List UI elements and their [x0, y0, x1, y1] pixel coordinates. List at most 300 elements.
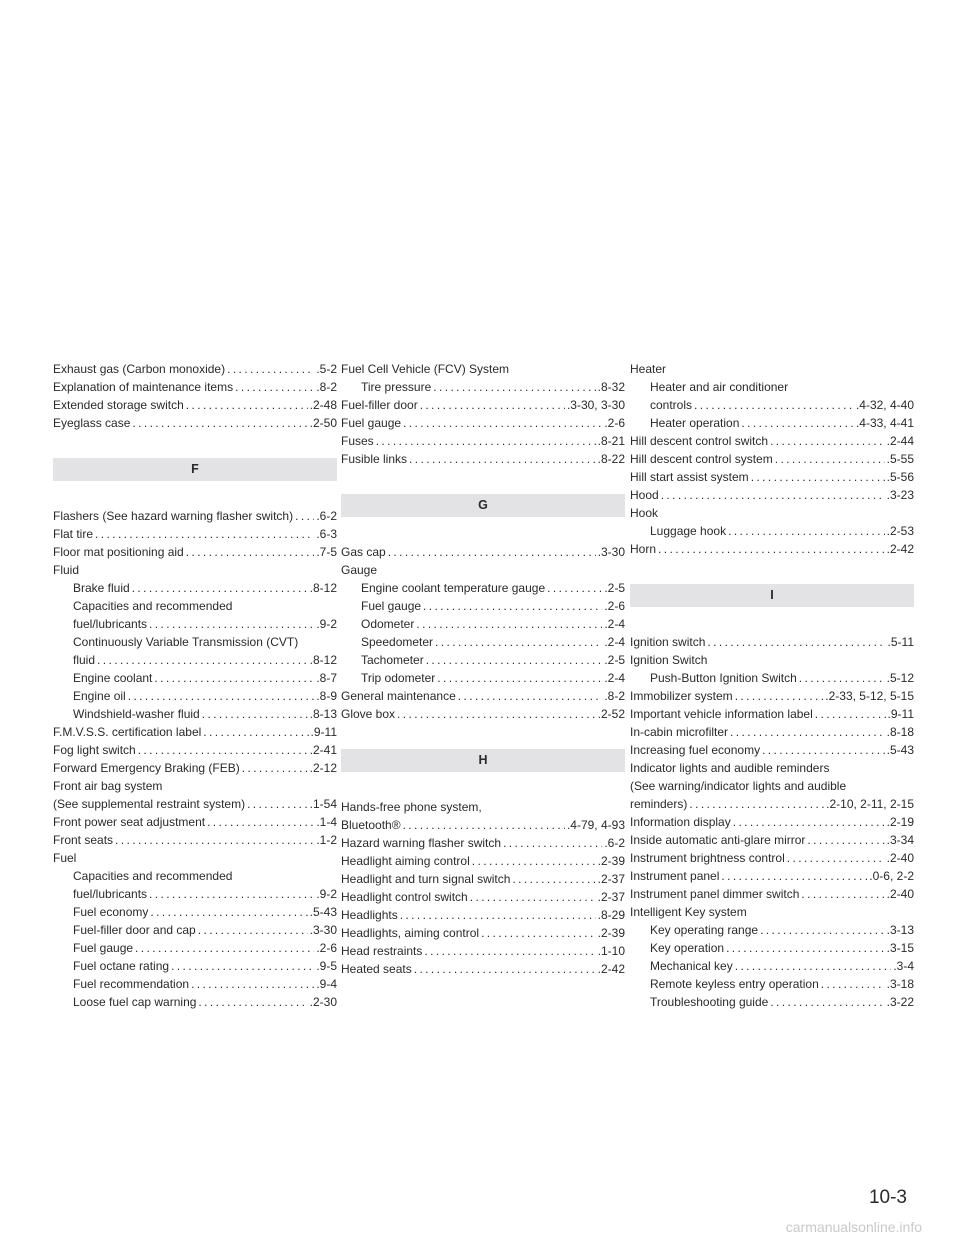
- index-subentry: [53, 615, 337, 633]
- dot-leader: [376, 432, 596, 450]
- dot-leader: [512, 870, 595, 888]
- entry-label: Information display: [630, 815, 731, 829]
- dot-leader: [799, 669, 885, 687]
- entry-page-ref: .8-29: [597, 908, 625, 922]
- index-entry: [341, 414, 625, 432]
- index-entry: [341, 432, 625, 450]
- index-entry: [53, 396, 337, 414]
- entry-page-ref: .3-22: [886, 995, 914, 1009]
- dot-leader: [150, 903, 307, 921]
- entry-page-ref: .3-30: [309, 923, 337, 937]
- dot-leader: [770, 432, 885, 450]
- entry-page-ref: .0-6, 2-2: [869, 869, 914, 883]
- index-entry: [53, 795, 337, 813]
- index-subentry: [53, 579, 337, 597]
- dot-leader: [423, 597, 602, 615]
- entry-page-ref: .5-2: [316, 362, 337, 376]
- index-entry: [341, 396, 625, 414]
- index-entry: [53, 741, 337, 759]
- dot-leader: [198, 993, 307, 1011]
- entry-page-ref: .2-5: [604, 653, 625, 667]
- entry-page-ref: .2-48: [309, 398, 337, 412]
- entry-page-ref: .8-12: [309, 581, 337, 595]
- entry-page-ref: .9-5: [316, 959, 337, 973]
- entry-label: Luggage hook: [650, 524, 727, 538]
- entry-page-ref: .9-11: [887, 707, 914, 721]
- dot-leader: [191, 975, 314, 993]
- dot-leader: [138, 741, 308, 759]
- entry-label: Ignition switch: [630, 635, 706, 649]
- index-entry: [53, 723, 337, 741]
- entry-label: (See supplemental restraint system): [53, 797, 246, 811]
- dot-leader: [728, 522, 885, 540]
- entry-label: fuel/lubricants: [73, 887, 148, 901]
- section-letter-h: H: [341, 749, 625, 772]
- entry-label: In-cabin microfilter: [630, 725, 729, 739]
- index-entry: [341, 705, 625, 723]
- section-letter-i: I: [630, 584, 914, 607]
- entry-page-ref: .1-2: [316, 833, 337, 847]
- index-subentry: [341, 378, 625, 396]
- entry-page-ref: .2-19: [886, 815, 914, 829]
- index-subentry: [53, 921, 337, 939]
- dot-leader: [821, 975, 885, 993]
- entry-label: Fuses: [341, 434, 374, 448]
- entry-label: Fog light switch: [53, 743, 136, 757]
- index-subentry: [630, 957, 914, 975]
- entry-label: Engine oil: [73, 689, 126, 703]
- index-entry: [630, 813, 914, 831]
- dot-leader: [115, 831, 314, 849]
- dot-leader: [416, 615, 602, 633]
- index-entry: [630, 540, 914, 558]
- entry-label: Hill start assist system: [630, 470, 749, 484]
- entry-page-ref: .2-10, 2-11, 2-15: [826, 797, 914, 811]
- entry-label: Instrument brightness control: [630, 851, 785, 865]
- dot-leader: [235, 378, 314, 396]
- dot-leader: [735, 687, 824, 705]
- dot-leader: [658, 540, 885, 558]
- index-heading: Ignition Switch: [630, 653, 708, 667]
- index-entry: [53, 813, 337, 831]
- section-letter-f: F: [53, 458, 337, 481]
- index-subentry: [341, 597, 625, 615]
- entry-label: Key operating range: [650, 923, 759, 937]
- index-entry: [630, 885, 914, 903]
- entry-label: Immobilizer system: [630, 689, 733, 703]
- entry-label: Headlight control switch: [341, 890, 468, 904]
- entry-page-ref: .2-40: [886, 851, 914, 865]
- dot-leader: [186, 543, 315, 561]
- entry-page-ref: .9-2: [316, 887, 337, 901]
- index-subheading: Capacities and recommended: [73, 599, 233, 613]
- index-entry: [53, 831, 337, 849]
- index-subentry: [630, 921, 914, 939]
- dot-leader: [295, 507, 314, 525]
- index-heading: Heater: [630, 362, 667, 376]
- dot-leader: [203, 723, 308, 741]
- section-letter-g: G: [341, 494, 625, 517]
- entry-page-ref: .2-5: [604, 581, 625, 595]
- entry-label: Push-Button Ignition Switch: [650, 671, 797, 685]
- index-subentry: [630, 396, 914, 414]
- dot-leader: [735, 957, 892, 975]
- entry-page-ref: .8-18: [886, 725, 914, 739]
- dot-leader: [694, 396, 854, 414]
- entry-label: Hazard warning flasher switch: [341, 836, 502, 850]
- entry-label: Floor mat positioning aid: [53, 545, 184, 559]
- index-heading: Hands-free phone system,: [341, 800, 482, 814]
- dot-leader: [435, 633, 602, 651]
- index-entry: [630, 486, 914, 504]
- dot-leader: [400, 906, 596, 924]
- index-subentry: [53, 903, 337, 921]
- entry-page-ref: .1-10: [597, 944, 625, 958]
- dot-leader: [409, 450, 596, 468]
- index-entry: [53, 360, 337, 378]
- entry-page-ref: .2-30: [309, 995, 337, 1009]
- index-entry: [341, 924, 625, 942]
- entry-page-ref: .3-18: [886, 977, 914, 991]
- entry-label: Fusible links: [341, 452, 408, 466]
- page-number: 10-3: [868, 1187, 907, 1208]
- index-subentry: [630, 939, 914, 957]
- dot-leader: [403, 414, 602, 432]
- dot-leader: [472, 852, 596, 870]
- dot-leader: [815, 705, 886, 723]
- entry-label: Windshield-washer fluid: [73, 707, 200, 721]
- entry-label: Exhaust gas (Carbon monoxide): [53, 362, 226, 376]
- index-entry: [630, 432, 914, 450]
- entry-page-ref: .2-53: [886, 524, 914, 538]
- dot-leader: [171, 957, 314, 975]
- entry-page-ref: .2-42: [597, 962, 625, 976]
- entry-page-ref: .2-33, 5-12, 5-15: [825, 689, 914, 703]
- index-column-2: [341, 360, 625, 978]
- dot-leader: [726, 939, 885, 957]
- index-subheading: Capacities and recommended: [73, 869, 233, 883]
- index-entry: [341, 450, 625, 468]
- index-entry: [630, 741, 914, 759]
- entry-page-ref: .2-44: [886, 434, 914, 448]
- dot-leader: [770, 993, 884, 1011]
- watermark: carmanualsonline.info: [785, 1219, 922, 1235]
- entry-label: Engine coolant temperature gauge: [361, 581, 546, 595]
- index-subentry: [341, 651, 625, 669]
- dot-leader: [547, 579, 602, 597]
- entry-page-ref: .9-2: [316, 617, 337, 631]
- entry-page-ref: .5-56: [886, 470, 914, 484]
- index-subentry: [53, 975, 337, 993]
- index-entry: [630, 795, 914, 813]
- index-entry: [341, 687, 625, 705]
- entry-page-ref: .5-55: [886, 452, 914, 466]
- index-subentry: [630, 993, 914, 1011]
- dot-leader: [762, 741, 885, 759]
- entry-label: fuel/lubricants: [73, 617, 148, 631]
- entry-label: Gas cap: [341, 545, 386, 559]
- index-subentry: [630, 414, 914, 432]
- entry-page-ref: .8-32: [597, 380, 625, 394]
- index-subentry: [630, 522, 914, 540]
- dot-leader: [132, 579, 308, 597]
- dot-leader: [437, 669, 602, 687]
- entry-label: Tachometer: [361, 653, 424, 667]
- dot-leader: [202, 705, 308, 723]
- dot-leader: [707, 633, 885, 651]
- dot-leader: [733, 813, 885, 831]
- dot-leader: [661, 486, 885, 504]
- dot-leader: [775, 450, 885, 468]
- entry-label: Hill descent control switch: [630, 434, 769, 448]
- entry-page-ref: .5-12: [886, 671, 914, 685]
- index-subentry: [53, 669, 337, 687]
- entry-label: Heated seats: [341, 962, 412, 976]
- index-subentry: [341, 579, 625, 597]
- index-entry: [341, 942, 625, 960]
- dot-leader: [247, 795, 308, 813]
- index-subentry: [53, 687, 337, 705]
- entry-page-ref: .6-2: [316, 509, 337, 523]
- index-entry: [630, 705, 914, 723]
- entry-page-ref: .9-11: [310, 725, 337, 739]
- entry-page-ref: .6-3: [316, 527, 337, 541]
- entry-page-ref: .3-34: [886, 833, 914, 847]
- entry-page-ref: .5-43: [886, 743, 914, 757]
- index-subentry: [53, 651, 337, 669]
- entry-label: Speedometer: [361, 635, 434, 649]
- index-entry: [53, 759, 337, 777]
- index-subentry: [53, 939, 337, 957]
- entry-page-ref: .2-4: [604, 617, 625, 631]
- dot-leader: [458, 687, 603, 705]
- entry-page-ref: .1-4: [316, 815, 337, 829]
- dot-leader: [227, 360, 314, 378]
- index-entry: [630, 723, 914, 741]
- dot-leader: [186, 396, 308, 414]
- index-heading: Gauge: [341, 563, 378, 577]
- dot-leader: [198, 921, 308, 939]
- index-entry: [630, 450, 914, 468]
- index-entry: [341, 888, 625, 906]
- index-entry: [630, 468, 914, 486]
- entry-label: Instrument panel dimmer switch: [630, 887, 800, 901]
- entry-label: Fuel recommendation: [73, 977, 190, 991]
- dot-leader: [730, 723, 885, 741]
- entry-label: Eyeglass case: [53, 416, 131, 430]
- index-entry: [53, 543, 337, 561]
- dot-leader: [741, 414, 854, 432]
- index-heading: Front air bag system: [53, 779, 163, 793]
- entry-page-ref: .2-41: [309, 743, 337, 757]
- entry-label: controls: [650, 398, 693, 412]
- entry-page-ref: .2-50: [309, 416, 337, 430]
- index-entry: [341, 834, 625, 852]
- entry-label: reminders): [630, 797, 688, 811]
- index-heading: (See warning/indicator lights and audible: [630, 779, 847, 793]
- index-subentry: [53, 957, 337, 975]
- entry-page-ref: .2-37: [597, 872, 625, 886]
- entry-page-ref: .4-79, 4-93: [566, 818, 625, 832]
- entry-page-ref: .8-22: [597, 452, 625, 466]
- entry-label: Hill descent control system: [630, 452, 773, 466]
- entry-label: Forward Emergency Braking (FEB): [53, 761, 240, 775]
- entry-label: Headlight and turn signal switch: [341, 872, 511, 886]
- entry-page-ref: .3-30, 3-30: [566, 398, 625, 412]
- entry-label: Tire pressure: [361, 380, 432, 394]
- entry-page-ref: .8-12: [309, 653, 337, 667]
- index-entry: [53, 414, 337, 432]
- entry-label: Heater operation: [650, 416, 740, 430]
- index-subentry: [630, 669, 914, 687]
- entry-label: Key operation: [650, 941, 725, 955]
- entry-label: Fuel-filler door and cap: [73, 923, 196, 937]
- entry-page-ref: .8-13: [309, 707, 337, 721]
- entry-label: Fuel gauge: [341, 416, 402, 430]
- dot-leader: [689, 795, 824, 813]
- entry-label: General maintenance: [341, 689, 456, 703]
- entry-label: Inside automatic anti-glare mirror: [630, 833, 806, 847]
- dot-leader: [426, 651, 603, 669]
- dot-leader: [128, 687, 315, 705]
- entry-label: Troubleshooting guide: [650, 995, 769, 1009]
- index-subentry: [341, 669, 625, 687]
- entry-label: F.M.V.S.S. certification label: [53, 725, 202, 739]
- dot-leader: [388, 543, 596, 561]
- entry-page-ref: .2-40: [886, 887, 914, 901]
- entry-label: Bluetooth®: [341, 818, 401, 832]
- entry-label: Fuel octane rating: [73, 959, 170, 973]
- dot-leader: [801, 885, 884, 903]
- index-heading: Indicator lights and audible reminders: [630, 761, 830, 775]
- entry-page-ref: .3-13: [886, 923, 914, 937]
- entry-page-ref: .2-39: [597, 926, 625, 940]
- entry-label: Fuel economy: [73, 905, 149, 919]
- entry-page-ref: .3-15: [886, 941, 914, 955]
- dot-leader: [433, 378, 595, 396]
- entry-label: Headlights: [341, 908, 398, 922]
- dot-leader: [149, 885, 314, 903]
- entry-label: Increasing fuel economy: [630, 743, 761, 757]
- entry-label: Trip odometer: [361, 671, 436, 685]
- dot-leader: [135, 939, 314, 957]
- dot-leader: [751, 468, 885, 486]
- index-entry: [53, 525, 337, 543]
- entry-label: fluid: [73, 653, 96, 667]
- index-heading: Intelligent Key system: [630, 905, 747, 919]
- entry-label: Explanation of maintenance items: [53, 380, 234, 394]
- entry-page-ref: .2-12: [309, 761, 337, 775]
- dot-leader: [721, 867, 867, 885]
- dot-leader: [95, 525, 314, 543]
- index-column-3: [630, 360, 914, 1011]
- index-entry: [53, 507, 337, 525]
- index-subheading: Heater and air conditioner: [650, 380, 789, 394]
- index-subentry: [341, 633, 625, 651]
- entry-page-ref: .8-2: [604, 689, 625, 703]
- entry-label: Headlight aiming control: [341, 854, 470, 868]
- entry-label: Fuel-filler door: [341, 398, 418, 412]
- entry-page-ref: .2-6: [604, 416, 625, 430]
- entry-page-ref: .7-5: [316, 545, 337, 559]
- index-column-1: [53, 360, 337, 1011]
- entry-page-ref: .2-39: [597, 854, 625, 868]
- dot-leader: [397, 705, 596, 723]
- entry-label: Important vehicle information label: [630, 707, 813, 721]
- dot-leader: [503, 834, 602, 852]
- entry-label: Loose fuel cap warning: [73, 995, 197, 1009]
- entry-label: Fuel gauge: [361, 599, 422, 613]
- entry-page-ref: .3-23: [886, 488, 914, 502]
- entry-page-ref: .8-2: [316, 380, 337, 394]
- entry-page-ref: .4-32, 4-40: [855, 398, 914, 412]
- entry-page-ref: .5-11: [887, 635, 914, 649]
- entry-label: Fuel gauge: [73, 941, 134, 955]
- entry-label: Mechanical key: [650, 959, 733, 973]
- entry-label: Horn: [630, 542, 657, 556]
- entry-page-ref: .2-6: [604, 599, 625, 613]
- entry-label: Headlights, aiming control: [341, 926, 480, 940]
- dot-leader: [207, 813, 314, 831]
- index-entry: [341, 906, 625, 924]
- entry-page-ref: .8-9: [316, 689, 337, 703]
- entry-label: Odometer: [361, 617, 415, 631]
- entry-page-ref: .8-21: [597, 434, 625, 448]
- index-entry: [341, 852, 625, 870]
- entry-page-ref: .3-4: [893, 959, 914, 973]
- index-entry: [341, 543, 625, 561]
- entry-label: Brake fluid: [73, 581, 130, 595]
- index-subheading: Continuously Variable Transmission (CVT): [73, 635, 299, 649]
- dot-leader: [481, 924, 596, 942]
- index-heading: Fuel: [53, 851, 77, 865]
- dot-leader: [807, 831, 884, 849]
- index-entry: [630, 867, 914, 885]
- index-heading: Fuel Cell Vehicle (FCV) System: [341, 362, 510, 376]
- entry-label: Head restraints: [341, 944, 423, 958]
- dot-leader: [242, 759, 308, 777]
- index-heading: Fluid: [53, 563, 80, 577]
- index-entry: [341, 816, 625, 834]
- entry-label: Engine coolant: [73, 671, 153, 685]
- entry-label: Flat tire: [53, 527, 94, 541]
- dot-leader: [132, 414, 307, 432]
- entry-label: Hood: [630, 488, 659, 502]
- index-entry: [630, 687, 914, 705]
- index-subentry: [53, 705, 337, 723]
- entry-page-ref: .3-30: [597, 545, 625, 559]
- index-entry: [630, 849, 914, 867]
- dot-leader: [760, 921, 885, 939]
- dot-leader: [470, 888, 596, 906]
- dot-leader: [420, 396, 565, 414]
- entry-page-ref: .2-37: [597, 890, 625, 904]
- index-entry: [630, 831, 914, 849]
- entry-label: Extended storage switch: [53, 398, 184, 412]
- dot-leader: [149, 615, 314, 633]
- entry-page-ref: .4-33, 4-41: [855, 416, 914, 430]
- entry-page-ref: .1-54: [309, 797, 337, 811]
- index-heading: Hook: [630, 506, 659, 520]
- dot-leader: [414, 960, 596, 978]
- entry-label: Remote keyless entry operation: [650, 977, 819, 991]
- index-subentry: [53, 885, 337, 903]
- entry-page-ref: .8-7: [316, 671, 337, 685]
- entry-page-ref: .5-43: [309, 905, 337, 919]
- entry-label: Glove box: [341, 707, 396, 721]
- dot-leader: [424, 942, 595, 960]
- entry-page-ref: .9-4: [316, 977, 337, 991]
